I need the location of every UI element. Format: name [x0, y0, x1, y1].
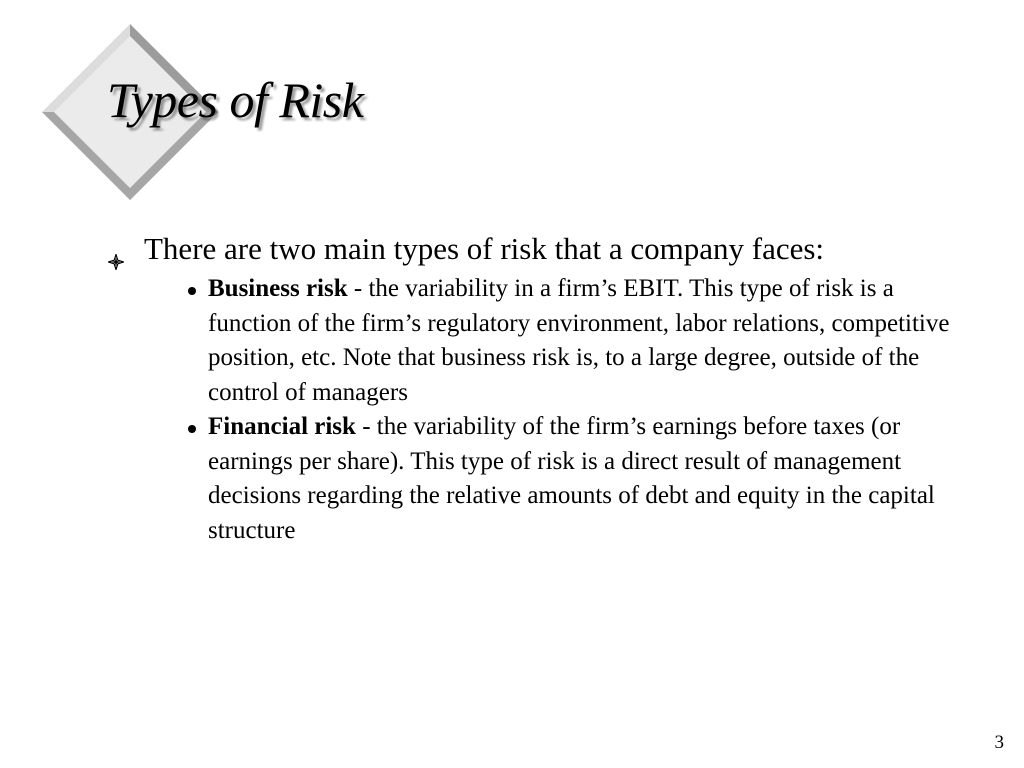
sub-bullet-list	[188, 272, 968, 548]
page-number: 3	[994, 732, 1004, 753]
definition-business-risk: - the variability in a firm’s EBIT. This type of risk is a function of the firm’s regulatory environment, labor relations, competitive position, etc. Note that business risk is, to a large degree, outside of the control of managers	[208, 275, 950, 406]
bullet-item	[108, 229, 968, 268]
dot-bullet-icon	[188, 287, 196, 295]
four-petal-diamond-icon	[108, 240, 124, 256]
dot-bullet-icon	[188, 425, 196, 433]
sub-bullet-item-business-risk	[188, 272, 978, 410]
bullet-text: There are two main types of risk that a company faces:	[144, 231, 825, 266]
term-business-risk: Business risk	[208, 275, 348, 302]
sub-bullet-item-financial-risk	[188, 410, 978, 548]
definition-financial-risk: - the variability of the firm’s earnings before taxes (or earnings per share). This type of risk is a direct result of management decisions regarding the relative amounts of debt and equity in the capital structure	[208, 413, 935, 544]
slide-title: Types of Risk	[107, 72, 364, 128]
bullet-list	[108, 229, 968, 548]
term-financial-risk: Financial risk	[208, 413, 356, 440]
